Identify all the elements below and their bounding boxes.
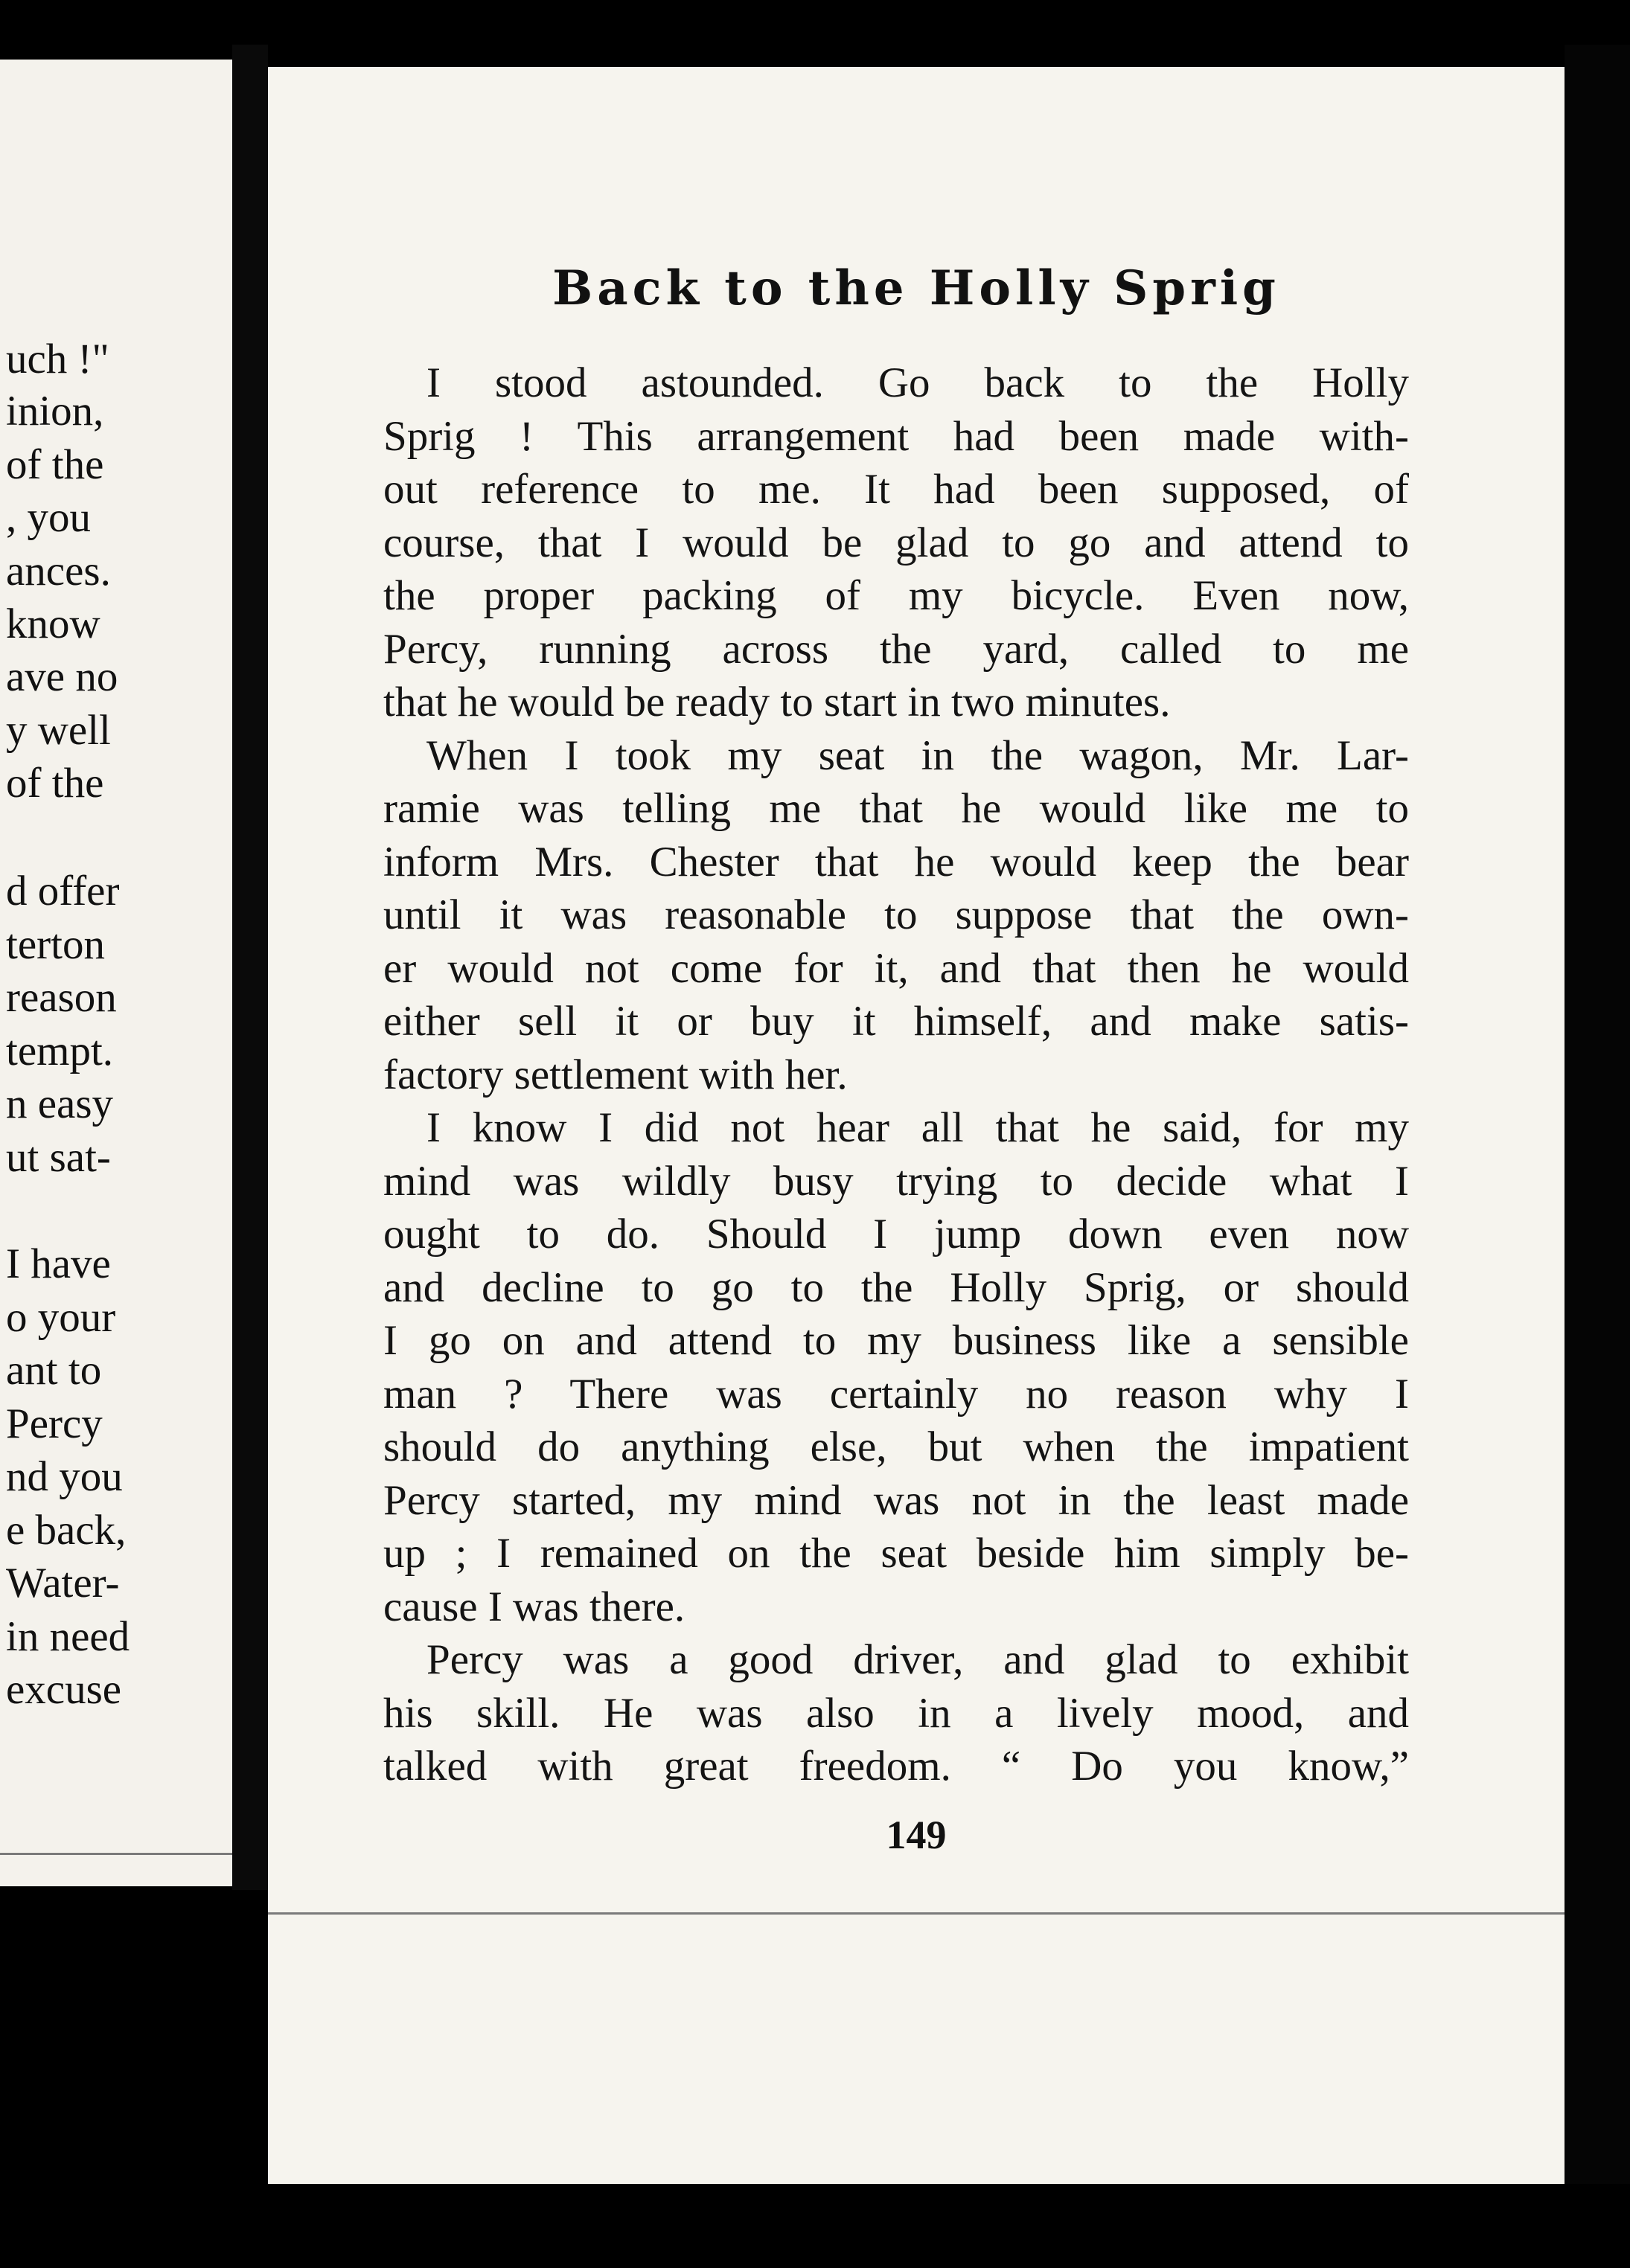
facing-page-line: o your <box>6 1294 116 1341</box>
text-line: Percy was a good driver, and glad to exhibit <box>426 1636 1409 1683</box>
facing-page-line: y well <box>6 707 111 754</box>
running-head: Back to the Holly Sprig <box>552 260 1280 316</box>
facing-page-line: Water- <box>6 1560 120 1606</box>
text-line: When I took my seat in the wagon, Mr. Lar- <box>426 731 1409 779</box>
text-line: cause I was there. <box>383 1583 685 1630</box>
facing-page-line: I have <box>6 1240 111 1287</box>
text-line: inform Mrs. Chester that he would keep the bear <box>383 838 1409 885</box>
text-line: his skill. He was also in a lively mood, and <box>383 1689 1409 1737</box>
facing-page-rule <box>0 1853 232 1855</box>
book-page <box>268 67 1565 2184</box>
text-line: I stood astounded. Go back to the Holly <box>426 359 1409 406</box>
text-line: either sell it or buy it himself, and make satis- <box>383 998 1409 1045</box>
facing-page-line: n easy <box>6 1080 114 1127</box>
facing-page-line: e back, <box>6 1507 127 1554</box>
scan-right-edge <box>1565 45 1630 2203</box>
facing-page-line: reason <box>6 974 117 1021</box>
text-line: course, that I would be glad to go and attend to <box>383 519 1409 566</box>
text-line: and decline to go to the Holly Sprig, or should <box>383 1263 1409 1311</box>
text-line: er would not come for it, and that then he would <box>383 944 1409 992</box>
facing-page-line: tempt. <box>6 1028 114 1074</box>
scan-bottom-edge <box>0 2184 1630 2268</box>
text-line: should do anything else, but when the impatient <box>383 1423 1409 1470</box>
facing-page-line: nd you <box>6 1453 123 1500</box>
facing-page-line: d offer <box>6 868 120 914</box>
text-line: the proper packing of my bicycle. Even now, <box>383 572 1409 619</box>
facing-page-line: uch !" <box>6 336 109 382</box>
facing-page-line: of the <box>6 441 104 488</box>
text-line: talked with great freedom. “ Do you know,” <box>383 1743 1409 1790</box>
text-line: Sprig ! This arrangement had been made with- <box>383 412 1409 460</box>
facing-page-line: ances. <box>6 548 111 595</box>
text-line: out reference to me. It had been supposed, of <box>383 466 1409 513</box>
text-line: man ? There was certainly no reason why I <box>383 1370 1409 1418</box>
page-number: 149 <box>886 1813 947 1857</box>
facing-page-line: of the <box>6 760 104 807</box>
facing-page-fragment <box>0 60 232 1886</box>
facing-page-line: inion, <box>6 388 104 435</box>
facing-page-line: , you <box>6 494 91 541</box>
text-line: mind was wildly busy trying to decide what I <box>383 1157 1409 1205</box>
facing-page-line: excuse <box>6 1666 122 1713</box>
text-line: Percy, running across the yard, called to me <box>383 625 1409 673</box>
text-line: ramie was telling me that he would like me to <box>383 785 1409 832</box>
facing-page-line: ut sat- <box>6 1134 111 1181</box>
text-line: factory settlement with her. <box>383 1051 848 1098</box>
facing-page-line: ave no <box>6 653 118 700</box>
page-bottom-rule <box>268 1912 1565 1915</box>
text-line: ought to do. Should I jump down even now <box>383 1211 1409 1258</box>
facing-page-line: in need <box>6 1613 130 1660</box>
text-line: I go on and attend to my business like a sensible <box>383 1317 1409 1364</box>
facing-page-line: Percy <box>6 1400 103 1447</box>
text-line: that he would be ready to start in two minutes. <box>383 679 1171 725</box>
text-line: Percy started, my mind was not in the least made <box>383 1476 1409 1524</box>
facing-page-line: know <box>6 600 100 647</box>
text-line: up ; I remained on the seat beside him simply be- <box>383 1530 1409 1577</box>
facing-page-line: ant to <box>6 1347 102 1394</box>
text-line: I know I did not hear all that he said, for my <box>426 1104 1409 1151</box>
book-gutter <box>232 45 268 1890</box>
facing-page-line: terton <box>6 921 105 968</box>
text-line: until it was reasonable to suppose that the own- <box>383 891 1409 938</box>
